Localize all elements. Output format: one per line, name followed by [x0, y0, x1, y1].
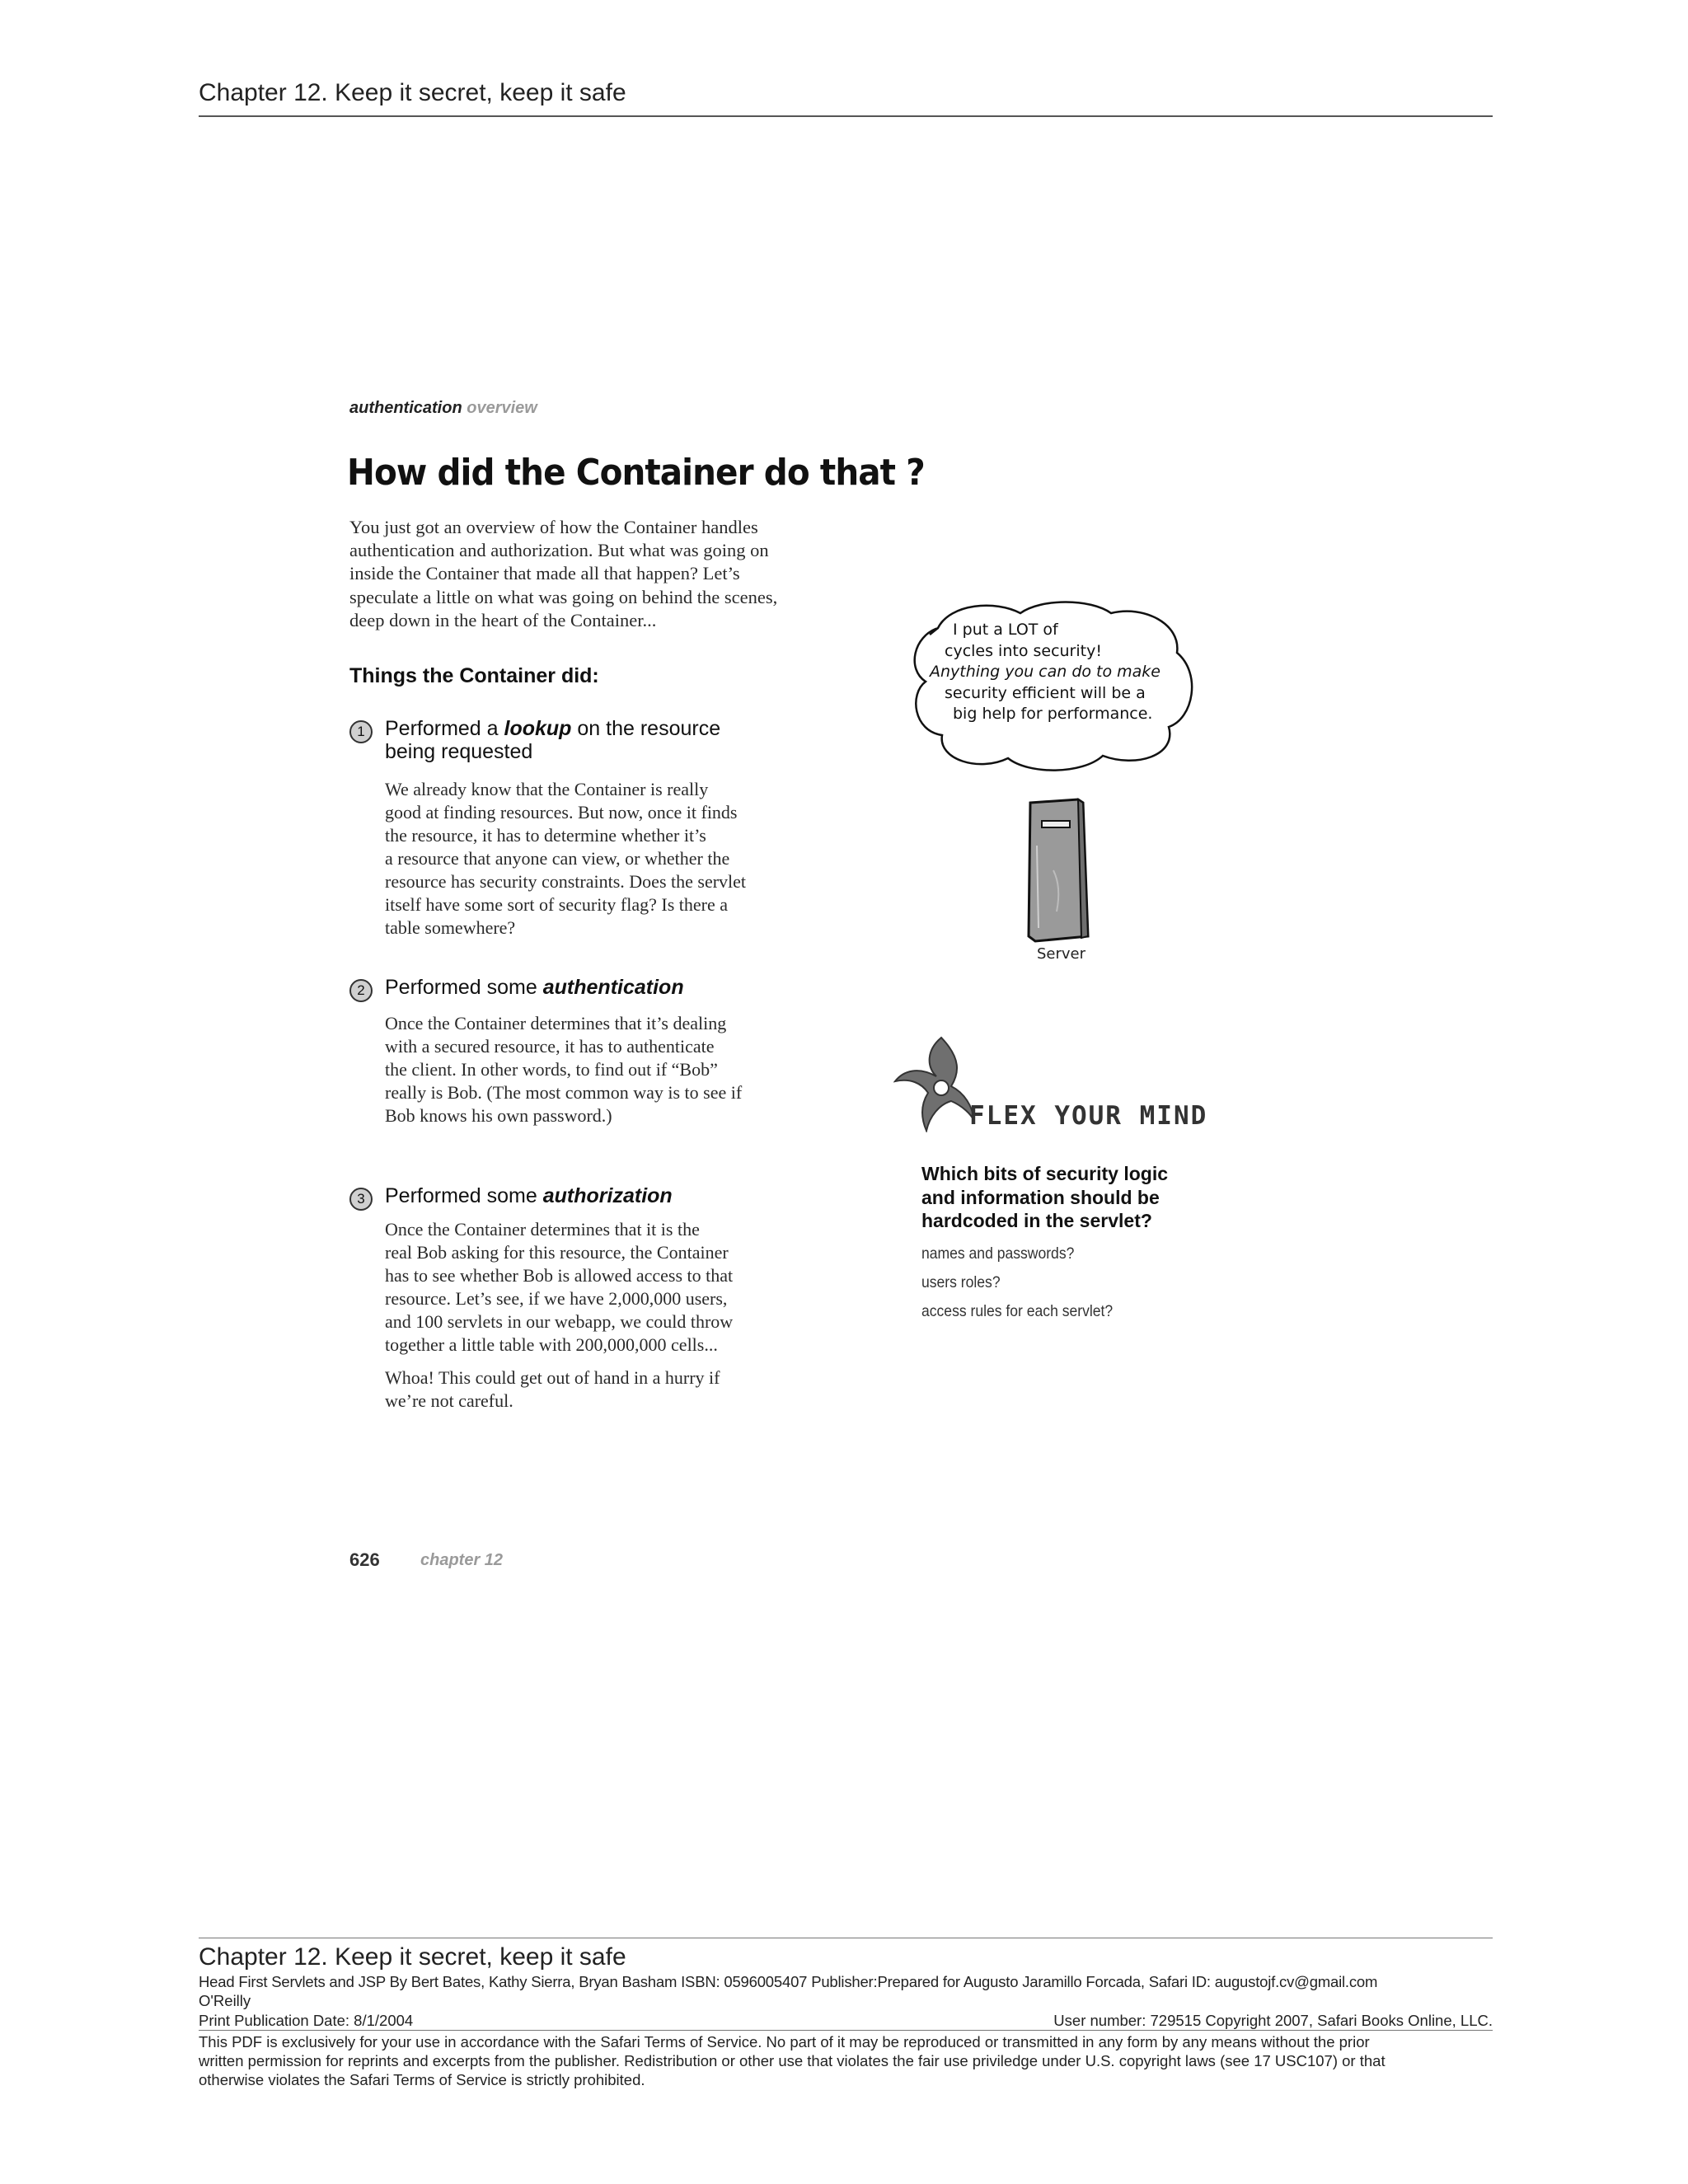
intro-paragraph [349, 516, 844, 632]
step-2-line: with a secured resource, it has to authenticate [385, 1036, 715, 1057]
intro-line: speculate a little on what was going on behind the scenes, [349, 586, 778, 607]
kicker-light: overview [467, 399, 537, 417]
step-3-line: together a little table with 200,000,000 cells... [385, 1334, 718, 1355]
step-1-title-post: on the resource [571, 717, 721, 740]
cloud-line: security efficient will be a [945, 683, 1146, 702]
chapter-header-title: Chapter 12. Keep it secret, keep it safe [199, 79, 626, 106]
step-2-line: Once the Container determines that it’s dealing [385, 1013, 727, 1033]
step-1-line: table somewhere? [385, 917, 516, 938]
flex-your-mind-title: FLEX YOUR MIND [969, 1101, 1208, 1131]
header-divider [199, 115, 1493, 117]
step-1-line: itself have some sort of security flag? Is there a [385, 894, 729, 915]
cloud-line: big help for performance. [953, 705, 1153, 723]
step-1-line: resource has security constraints. Does the servlet [385, 871, 747, 892]
step-3-number: 3 [349, 1188, 373, 1211]
step-3-line: and 100 servlets in our webapp, we could throw [385, 1311, 734, 1332]
thought-cloud-text [930, 620, 1177, 725]
step-3-whoa [385, 1366, 846, 1413]
step-1-line: the resource, it has to determine whether it’s [385, 825, 706, 846]
step-1-title-line2: being requested [385, 740, 533, 763]
footer-divider-bottom [199, 2030, 1493, 2031]
flex-question [921, 1162, 1268, 1233]
step-1-line: We already know that the Container is really [385, 779, 709, 799]
intro-line: inside the Container that made all that happen? Let’s [349, 563, 740, 584]
step-3-line: Once the Container determines that it is the [385, 1219, 700, 1240]
footer-terms-line: This PDF is exclusively for your use in accordance with the Safari Terms of Service. No part of it may be reproduced or transmitted in any form by any means without the prior [199, 2033, 1370, 2050]
intro-line: You just got an overview of how the Container handles [349, 517, 758, 537]
intro-line: deep down in the heart of the Container... [349, 609, 657, 630]
step-3-title [385, 1184, 673, 1207]
step-1-line: good at finding resources. But now, once it finds [385, 802, 738, 823]
flex-item: users roles? [921, 1273, 1001, 1291]
step-1-line: a resource that anyone can view, or whether the [385, 848, 730, 869]
step-2-title-pre: Performed some [385, 976, 543, 999]
step-2-title-emphasis: authentication [542, 976, 684, 999]
kicker-bold: authentication [349, 399, 462, 417]
step-3-body [385, 1218, 846, 1357]
step-3-title-emphasis: authorization [542, 1184, 673, 1207]
footer-terms-line: otherwise violates the Safari Terms of Service is strictly prohibited. [199, 2071, 645, 2088]
step-2-line: really is Bob. (The most common way is to see if [385, 1082, 743, 1103]
step-3-line: real Bob asking for this resource, the Container [385, 1242, 729, 1263]
page-number: 626 [349, 1549, 380, 1570]
intro-line: authentication and authorization. But what was going on [349, 540, 769, 561]
step-1-number: 1 [349, 720, 373, 743]
step-2-line: Bob knows his own password.) [385, 1105, 612, 1126]
flex-question-line: and information should be [921, 1186, 1160, 1208]
things-container-did-heading: Things the Container did: [349, 664, 599, 687]
footer-pub-date: Print Publication Date: 8/1/2004 [199, 2012, 414, 2029]
step-3-title-pre: Performed some [385, 1184, 543, 1207]
step-2-title [385, 976, 684, 999]
flex-item: access rules for each servlet? [921, 1302, 1114, 1320]
step-3-extra-line: we’re not careful. [385, 1390, 513, 1411]
footer-publisher: O'Reilly [199, 1992, 251, 2009]
footer-terms-line: written permission for reprints and excerpts from the publisher. Redistribution or other use that violates the fair use priviledge under U.S. copyright laws (see 17 USC107) or that [199, 2052, 1386, 2069]
footer-terms [199, 2032, 1493, 2089]
step-3-extra-line: Whoa! This could get out of hand in a hurry if [385, 1367, 720, 1388]
page-chapter-label: chapter 12 [420, 1551, 504, 1569]
cloud-line: cycles into security! [945, 641, 1102, 660]
shuriken-icon [893, 1033, 976, 1132]
footer-user-line: User number: 729515 Copyright 2007, Safari Books Online, LLC. [1053, 2012, 1493, 2029]
step-2-body [385, 1012, 846, 1127]
server-label: Server [1037, 945, 1086, 963]
cloud-line: Anything you can do to make [930, 663, 1160, 681]
step-3-line: resource. Let’s see, if we have 2,000,000 users, [385, 1288, 728, 1309]
step-2-number: 2 [349, 979, 373, 1002]
step-1-title [385, 717, 720, 763]
page-title: How did the Container do that ? [347, 452, 925, 494]
cloud-line: I put a LOT of [953, 621, 1058, 639]
footer-chapter-title: Chapter 12. Keep it secret, keep it safe [199, 1943, 626, 1971]
section-kicker [349, 399, 537, 418]
step-2-line: the client. In other words, to find out if “Bob” [385, 1059, 718, 1080]
flex-item: names and passwords? [921, 1244, 1075, 1263]
step-1-body [385, 778, 846, 940]
step-1-title-pre: Performed a [385, 717, 504, 740]
server-icon [1020, 796, 1095, 944]
step-3-line: has to see whether Bob is allowed access to that [385, 1265, 734, 1286]
footer-book-line: Head First Servlets and JSP By Bert Bates, Kathy Sierra, Bryan Basham ISBN: 0596005407 Publisher:Prepared for Augusto Jaramillo Forcada, Safari ID: augustojf.cv@gmail.com [199, 1973, 1378, 1990]
flex-question-line: hardcoded in the servlet? [921, 1210, 1152, 1231]
flex-question-line: Which bits of security logic [921, 1163, 1169, 1184]
step-1-title-emphasis: lookup [504, 717, 572, 740]
